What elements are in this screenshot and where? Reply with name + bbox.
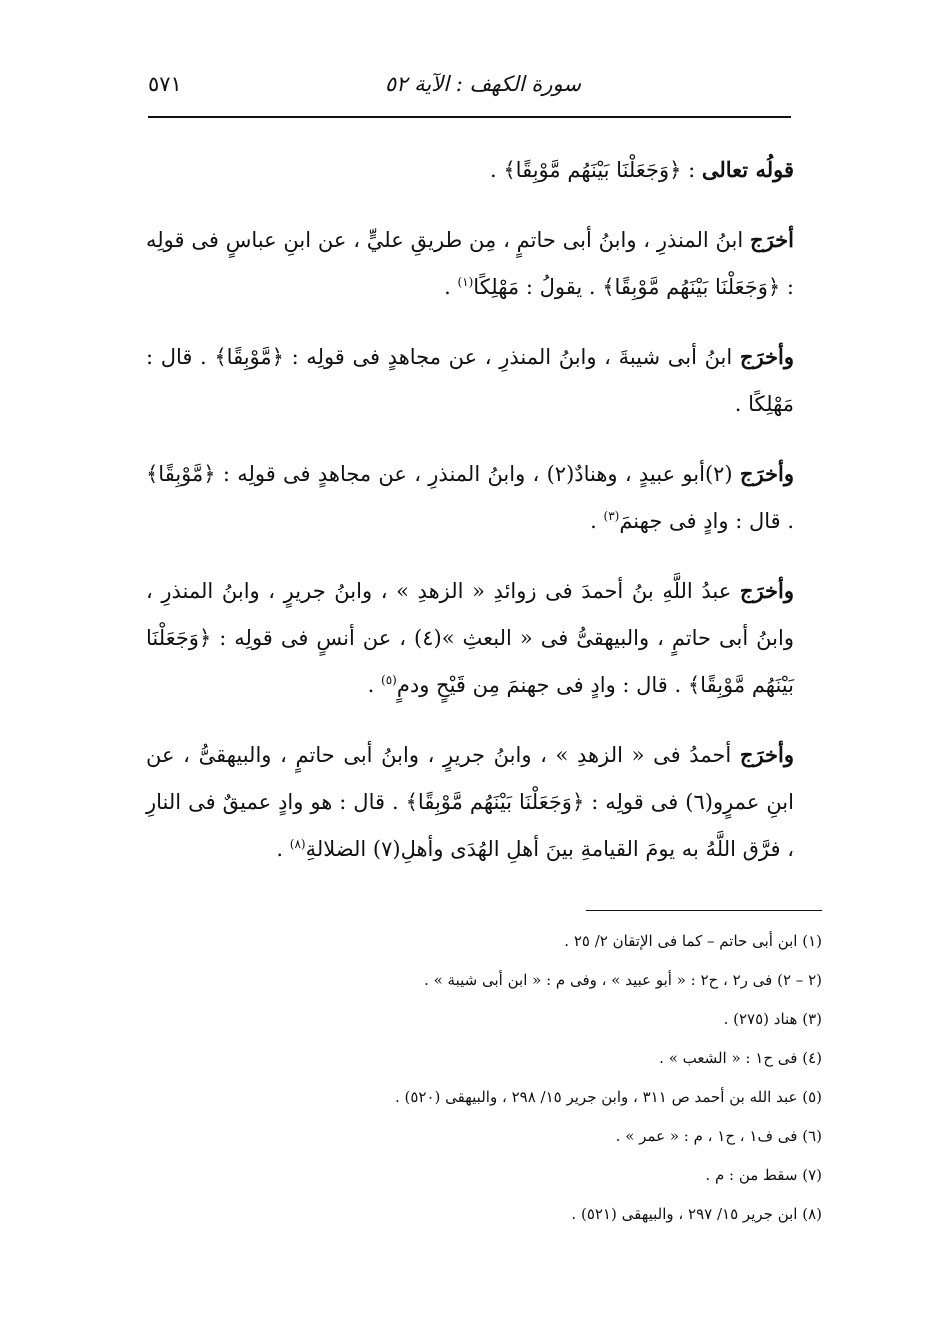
- footnote: (١) ابن أبى حاتم – كما فى الإتقان ٢/ ٢٥ .: [564, 932, 822, 950]
- paragraph-tail: .: [590, 509, 604, 533]
- paragraph-text: أحمدُ فى « الزهدِ » ، وابنُ جريرٍ ، وابنُ أبى حاتمٍ ، والبيهقىُّ ، عن ابنِ عمرٍو(٦) فى قولِه : ﴿وَجَعَلْنَا بَيْنَهُم مَّوْبِقًا﴾ . قال : هو وادٍ عميقٌ فى النارِ ، فرَّق اللَّهُ به يومَ القيامةِ بينَ أهلِ الهُدَى وأهلِ(٧) الضلالةِ: [146, 743, 794, 861]
- paragraph-text: (٢)أبو عبيدٍ ، وهنادٌ(٢) ، وابنُ المنذرِ ، عن مجاهدٍ فى قولِه : ﴿مَّوْبِقًا﴾ . قال : وادٍ فى جهنمَ: [146, 462, 794, 533]
- paragraph-lead: وأخرَج: [739, 344, 794, 369]
- paragraph-lead: وأخرَج: [739, 578, 794, 603]
- paragraph-narration: [146, 216, 794, 311]
- paragraph-text: عبدُ اللَّهِ بنُ أحمدَ فى زوائدِ « الزهدِ » ، وابنُ جريرٍ ، وابنُ المنذرِ ، وابنُ أبى حاتمٍ ، والبيهقىُّ فى « البعثِ »(٤) ، عن أنسٍ فى قولِه : ﴿وَجَعَلْنَا بَيْنَهُم مَّوْبِقًا﴾ . قال : وادٍ فى جهنمَ مِن قَيْحٍ ودمٍ: [146, 579, 794, 697]
- surah-verse-title: سورة الكهف : الآية ٥٢: [384, 72, 581, 96]
- paragraph-text: : ﴿وَجَعَلْنَا بَيْنَهُم مَّوْبِقًا﴾ .: [490, 158, 702, 182]
- page-number: ٥٧١: [148, 72, 182, 96]
- paragraph-text: ابنُ المنذرِ ، وابنُ أبى حاتمٍ ، مِن طريقِ عليٍّ ، عن ابنِ عباسٍ فى قولِه : ﴿وَجَعَلْنَا بَيْنَهُم مَّوْبِقًا﴾ . يقولُ : مَهْلِكًا: [146, 228, 794, 299]
- footnote-ref: (١): [457, 275, 474, 289]
- footnote-divider: [586, 910, 822, 911]
- footnote: (٦) فى ف١ ، ح١ ، م : « عمر » .: [615, 1127, 822, 1145]
- paragraph-lead: وأخرَج: [739, 461, 795, 486]
- paragraph-tail: .: [367, 673, 382, 697]
- footnote: (٢ – ٢) فى ر٢ ، ح٢ : « أبو عبيد » ، وفى م : « ابن أبى شيبة » .: [424, 971, 822, 989]
- main-text: [146, 146, 794, 895]
- footnote-ref: (٣): [603, 509, 620, 523]
- footnote-ref: (٥): [381, 673, 397, 687]
- paragraph-text: ابنُ أبى شيبةَ ، وابنُ المنذرِ ، عن مجاهدٍ فى قولِه : ﴿مَّوْبِقًا﴾ . قال : مَهْلِكًا .: [146, 345, 794, 416]
- paragraph-narration: [146, 731, 794, 873]
- footnote: (٥) عبد الله بن أحمد ص ٣١١ ، وابن جرير ١٥/ ٢٩٨ ، والبيهقى (٥٢٠) .: [394, 1088, 822, 1106]
- footnote: (٤) فى ح١ : « الشعب » .: [659, 1049, 822, 1067]
- header-divider: [148, 116, 791, 118]
- paragraph-verse-heading: [146, 146, 794, 194]
- footnote: (٣) هناد (٢٧٥) .: [723, 1010, 822, 1028]
- paragraph-tail: .: [444, 275, 458, 299]
- running-header: [148, 62, 791, 112]
- paragraph-narration: [146, 450, 794, 545]
- footnote-ref: (٨): [289, 837, 306, 851]
- footnote: (٧) سقط من : م .: [705, 1166, 822, 1184]
- footnotes: [146, 922, 822, 1234]
- paragraph-lead: قولُه تعالى: [701, 157, 794, 182]
- footnote: (٨) ابن جرير ١٥/ ٢٩٧ ، والبيهقى (٥٢١) .: [571, 1205, 822, 1223]
- paragraph-tail: .: [276, 837, 290, 861]
- paragraph-narration: [146, 567, 794, 709]
- paragraph-lead: وأخرَج: [739, 742, 794, 767]
- paragraph-narration: [146, 333, 794, 428]
- paragraph-lead: أخرَج: [750, 227, 794, 252]
